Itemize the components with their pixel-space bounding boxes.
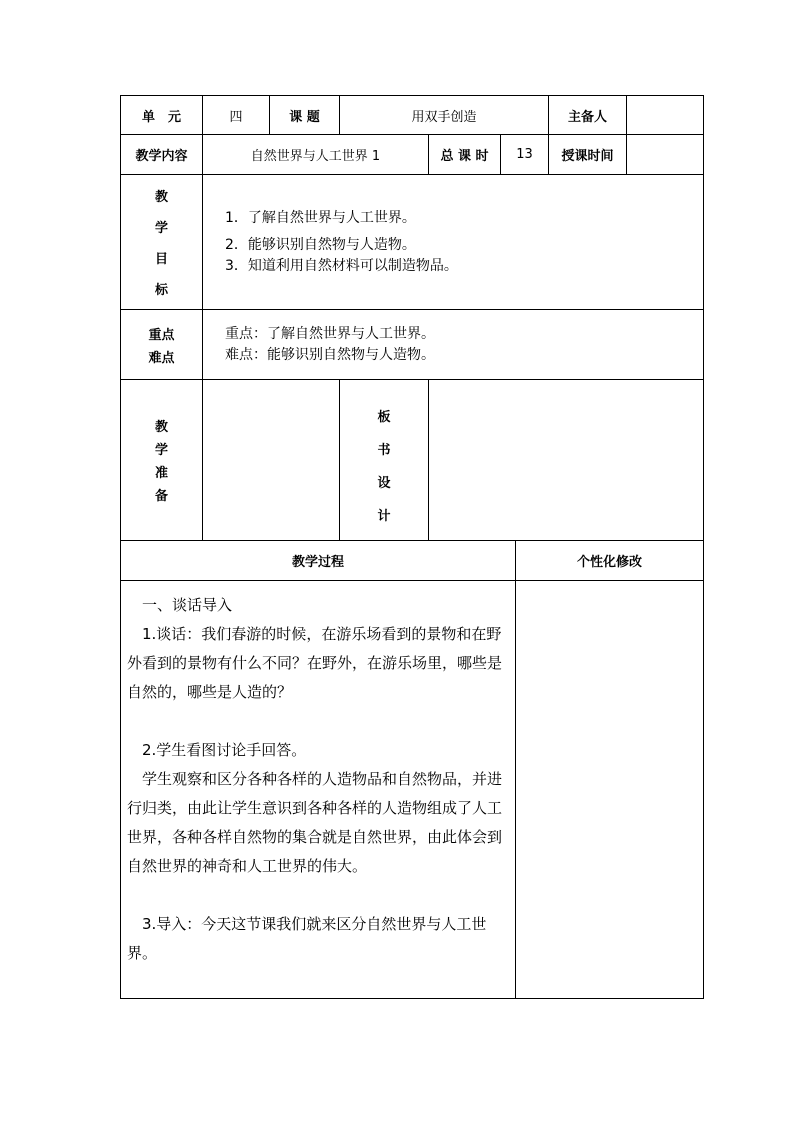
process-paragraph: 2.学生看图讨论手回答。 bbox=[142, 741, 307, 759]
objective-item: 1．了解自然世界与人工世界。 bbox=[225, 209, 416, 226]
process-paragraph: 一、谈话导入 bbox=[142, 596, 233, 614]
preparation-label: 教 学 准 备 bbox=[121, 380, 203, 541]
unit-label: 单 元 bbox=[121, 96, 203, 135]
process-content bbox=[121, 581, 516, 999]
process-paragraph: 学生观察和区分各种各样的人造物品和自然物品，并进行归类，由此让学生意识到各种各样的人造物组成了人工世界，各种各样自然物的集合就是自然世界，由此体会到自然世界的神奇和人工世界的伟大。 bbox=[127, 770, 503, 875]
process-header: 教学过程 bbox=[121, 541, 516, 581]
key-points-label: 重点 难点 bbox=[121, 310, 203, 380]
topic-value: 用双手创造 bbox=[340, 96, 549, 135]
total-hours-value: 13 bbox=[501, 135, 549, 175]
key-points-content bbox=[203, 310, 704, 380]
objective-item: 3．知道利用自然材料可以制造物品。 bbox=[225, 257, 458, 274]
objective-item: 2．能够识别自然物与人造物。 bbox=[225, 236, 416, 253]
teaching-time-value bbox=[627, 135, 704, 175]
difficult-point: 难点：能够识别自然物与人造物。 bbox=[225, 347, 435, 363]
content-label: 教学内容 bbox=[121, 135, 203, 175]
key-point: 重点：了解自然世界与人工世界。 bbox=[225, 326, 435, 342]
objectives-content bbox=[203, 175, 704, 310]
preparation-content bbox=[203, 380, 340, 541]
unit-value: 四 bbox=[203, 96, 270, 135]
board-design-content bbox=[429, 380, 704, 541]
process-paragraph: 3.导入：今天这节课我们就来区分自然世界与人工世界。 bbox=[127, 915, 487, 962]
modify-header: 个性化修改 bbox=[516, 541, 704, 581]
board-design-label: 板 书 设 计 bbox=[340, 380, 429, 541]
lesson-info-table bbox=[120, 95, 704, 541]
process-paragraph: 1.谈话：我们春游的时候，在游乐场看到的景物和在野外看到的景物有什么不同？在野外，在游乐场里，哪些是自然的，哪些是人造的？ bbox=[127, 625, 503, 701]
preparer-label: 主备人 bbox=[549, 96, 627, 135]
personal-modify-content bbox=[516, 581, 704, 999]
preparer-value bbox=[627, 96, 704, 135]
total-hours-label: 总 课 时 bbox=[429, 135, 501, 175]
topic-label: 课 题 bbox=[270, 96, 340, 135]
teaching-process-table bbox=[120, 540, 704, 999]
content-value: 自然世界与人工世界 1 bbox=[203, 135, 429, 175]
objectives-label: 教 学 目 标 bbox=[121, 175, 203, 310]
teaching-time-label: 授课时间 bbox=[549, 135, 627, 175]
